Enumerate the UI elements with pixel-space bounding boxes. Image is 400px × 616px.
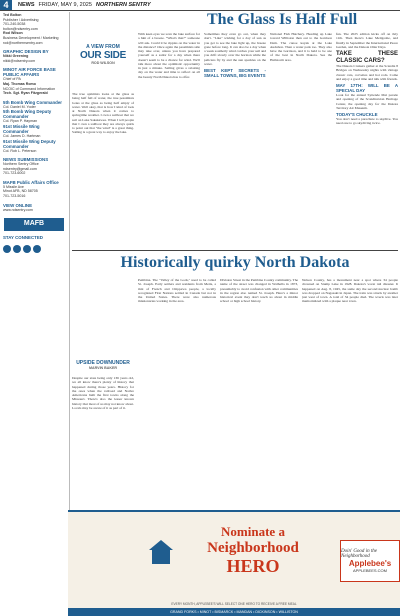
section-label: NEWS: [18, 2, 35, 8]
subheading: BEST KEPT SECRETS - SMALL TOWNS, BIG EVENTS: [204, 68, 266, 78]
top-story-col-3: [204, 32, 266, 247]
website-icon[interactable]: [33, 245, 41, 253]
brand-url[interactable]: APPLEBEES.COM: [352, 568, 387, 573]
byline-kicker: A VIEW FROM: [86, 44, 120, 50]
ad-fineprint: EVERY MONTH, APPLEBEE'S WILL SELECT ONE HERO TO RECEIVE A FREE MEAL: [171, 602, 297, 606]
ad-title-line: Nominate a: [221, 524, 285, 539]
top-story-col-2: With keen eyes we scan the lake surface for a hint of a breeze. "What's that?" someone will ask. Could it be ripples on the water in the distance? Once again the pessimists side may take over, unless you have prepared yourself as a sailor for a day when there doesn't seem to be a chance for wind. We'll talk more about the optimistic opportunity in just a minute. Sailing gives a relaxing day on the water and time to reflect on all the beauty North Dakota has to offer.: [138, 32, 200, 79]
staff-line: Col. James D. Hartman: [3, 133, 41, 138]
bottom-story-col-4: Nelson County, has a monument near a spot where 34 people drowned on Stump Lake in 1928. Dakota's worst rail disaster. It happened on Aug. 8, 1945, the same day the second nuclear bomb was dropped on Nagasaki in Japan. The train was struck by another just west of town. A total of 34 people died. The wreck was later memorialized with a plaque near town.: [302, 278, 398, 304]
sidebar-heading: GRAPHIC DESIGN BY: [3, 49, 49, 55]
bottom-story-col-2: Pembina. The "Valley of the Gods," used to be called St. Joseph. Early settlers and residents from Metis, a mix of French and Chippewa people, a locally recognized First Nations settled in Canada but not in the United States. There were also numerous missionaries working in the area.: [138, 278, 216, 304]
ad-title: [193, 524, 313, 575]
staff-line: Col. Ryan P. Hayman: [3, 119, 38, 124]
subheading: TODAY'S CHUCKLE: [336, 112, 378, 117]
top-story-col-1: The true optimists looks at the glass as being half full of water, the true pessimists looks at the glass as being half empty of water. Well okay, that is how I kind of look at North Dakota when it comes to springtime weather. I own a sailboat that we sail on Lake Sakakawea. When I tell people that I own a sailboat they are always quick to point out that "the wind" is a great thing. Sailing is a great way to enjoy the lake.: [72, 92, 134, 135]
byline-author: ROD WILSON: [91, 61, 115, 65]
website-link[interactable]: www.ndsentry.com: [3, 207, 33, 212]
twitter-icon[interactable]: [13, 245, 21, 253]
staff-line: Ted Bolton: [3, 13, 22, 17]
sidebar-heading: MINOT AIR FORCE BASE PUBLIC AFFAIRS: [3, 67, 56, 78]
staff-line: Rod Wilson: [3, 31, 23, 36]
staff-line: Col. Rob L. Peterson: [3, 148, 37, 153]
sidebar-heading: 91st Missile Wing Deputy Commander: [3, 138, 56, 149]
facebook-icon[interactable]: [3, 245, 11, 253]
col-text: The Dakota Cruisers gather at the Scandia 8 Bridges on Wednesday nights with vintage classic cars, corvettes and hot rods. Come and enjoy a good time and talk with friends.: [336, 64, 398, 81]
staff-line: 701-723-5016: [3, 194, 26, 199]
staff-line: Nikki Greening: [3, 54, 29, 59]
social-icons: [3, 245, 65, 253]
staff-email[interactable]: ndsentry@gmail.com: [3, 166, 37, 171]
masthead: [0, 0, 400, 11]
top-story-col-4: National Fish Hatchery. Heading up Lake toward Williston then out to the Garrison Dam. The canoe kayak at the Lake Audubon. Then a water park too. They also have the Garrison, and it is held to be one of the best in North Dakota. See the Hailstorm area.: [270, 32, 332, 62]
sidebar-heading: VIEW ONLINE: [3, 202, 33, 208]
ad-brand: [340, 540, 400, 582]
bottom-byline: [72, 360, 134, 370]
col-text: Sometimes they even go out, when they don't. "Like" wishing for a day of sun as you get to see the lake light up, the breeze gone before long. It can also be a day when a weak southerly wind catches your sail and you drift slowly over the horizon while the pelicans fly by and the sun sparkles on the water.: [204, 32, 266, 66]
staff-line: Maj. Thomas Romo: [3, 81, 36, 86]
byline-author: MARVIN BAKER: [89, 366, 117, 370]
staff-line: Minot AFB, ND 58705: [3, 189, 38, 194]
staff-line: Northern Sentry Office: [3, 162, 39, 167]
byline-section: OUR SIDE: [80, 50, 126, 61]
staff-line: Chief of PA: [3, 77, 21, 82]
staff-line: Business Development / Marketing: [3, 35, 59, 40]
col-text: You don't need a parachute to skydive. You need one to go skydiving twice.: [336, 117, 398, 126]
staff-line: Publisher / Advertising: [3, 17, 39, 22]
staff-sidebar: [0, 12, 68, 612]
subheading: TAKE THESE CLASSIC CARS?: [336, 51, 398, 64]
top-story-col-5: [336, 32, 398, 247]
top-headline: The Glass Is Half Full: [207, 11, 358, 28]
ad-title-line: HERO: [226, 556, 280, 576]
page-number: 4: [0, 0, 12, 10]
sidebar-heading: STAY CONNECTED: [3, 234, 43, 240]
sidebar-heading: MAFB Public Affairs Office: [3, 179, 59, 185]
staff-line: Col. Daniel M. Yoder: [3, 104, 36, 109]
staff-line: 701-723-6002: [3, 171, 26, 176]
bottom-story-col-3: Division Street in the Pembina County community. The name of the street was changed in Walhalla in 1873, presumably to avoid confusion with other communities in the region also named St. Joseph. Here's a minor historical event they don't teach us about in middle school or high school history.: [220, 278, 298, 304]
brand-tagline: Doin' Good in the Neighborhood: [341, 549, 377, 559]
column-divider: [69, 12, 70, 512]
house-icon: [152, 550, 170, 564]
sidebar-heading: NEWS SUBMISSIONS: [3, 157, 49, 163]
base-logo: MAFB: [4, 218, 64, 231]
paper-name: NORTHERN SENTRY: [95, 2, 151, 8]
staff-line: 5 Missile Ave: [3, 184, 24, 189]
staff-email[interactable]: rod@northernsentry.com: [3, 40, 43, 45]
col-text: fun. The 2025 edition kicks off on July 11th. Then there's Lake Metigoshe, and finally in September the International Peace Garden, and the Dakota Oiler Days.: [336, 32, 398, 49]
staff-line: 701-240-5038: [3, 22, 26, 27]
bottom-story-col-1: Despite our state being only 136 years old, we all know there's plenty of history that happened during those years. History for the ones when the railroad and Native Americans built the first towns along the Missouri. There's also the lesser known history that most of us may not know about. Locals may be aware of it as part of it.: [72, 376, 134, 410]
subheading: MAY 17TH: WILL BE A SPECIAL DAY: [336, 83, 398, 93]
staff-line: NCOIC of Command Information: [3, 86, 56, 91]
bottom-headline: Historically quirky North Dakota: [120, 254, 350, 271]
sidebar-heading: 91st Missile Wing Commander: [3, 123, 40, 134]
section-divider: [72, 250, 398, 251]
col-text: Look for the annual Syttende Mai parade and opening of the Scandinavian Heritage Center, the opening day for the Dakota Territory Air Museum.: [336, 93, 398, 110]
ad-footer: GRAND FORKS • MINOT • BISMARCK • MANDAN • DICKINSON • WILLISTON: [68, 608, 400, 616]
brand-logo: Applebee's: [348, 559, 392, 568]
advertisement[interactable]: [68, 510, 400, 616]
staff-email[interactable]: bolton@ndsentry.com: [3, 26, 38, 31]
byline-kicker: UPSIDE DOWNUNDER: [76, 360, 130, 366]
instagram-icon[interactable]: [23, 245, 31, 253]
issue-date: FRIDAY, MAY 9, 2025: [38, 2, 92, 8]
sidebar-heading: 5th Bomb Wing Deputy Commander: [3, 109, 52, 120]
top-byline: [72, 44, 134, 65]
staff-email[interactable]: nikki@ndsentry.com: [3, 58, 36, 63]
ad-title-line: Neighborhood: [207, 540, 299, 556]
sidebar-heading: 5th Bomb Wing Commander: [3, 99, 62, 105]
staff-line: Tech. Sgt. Ryan Fitzgerald: [3, 91, 48, 96]
